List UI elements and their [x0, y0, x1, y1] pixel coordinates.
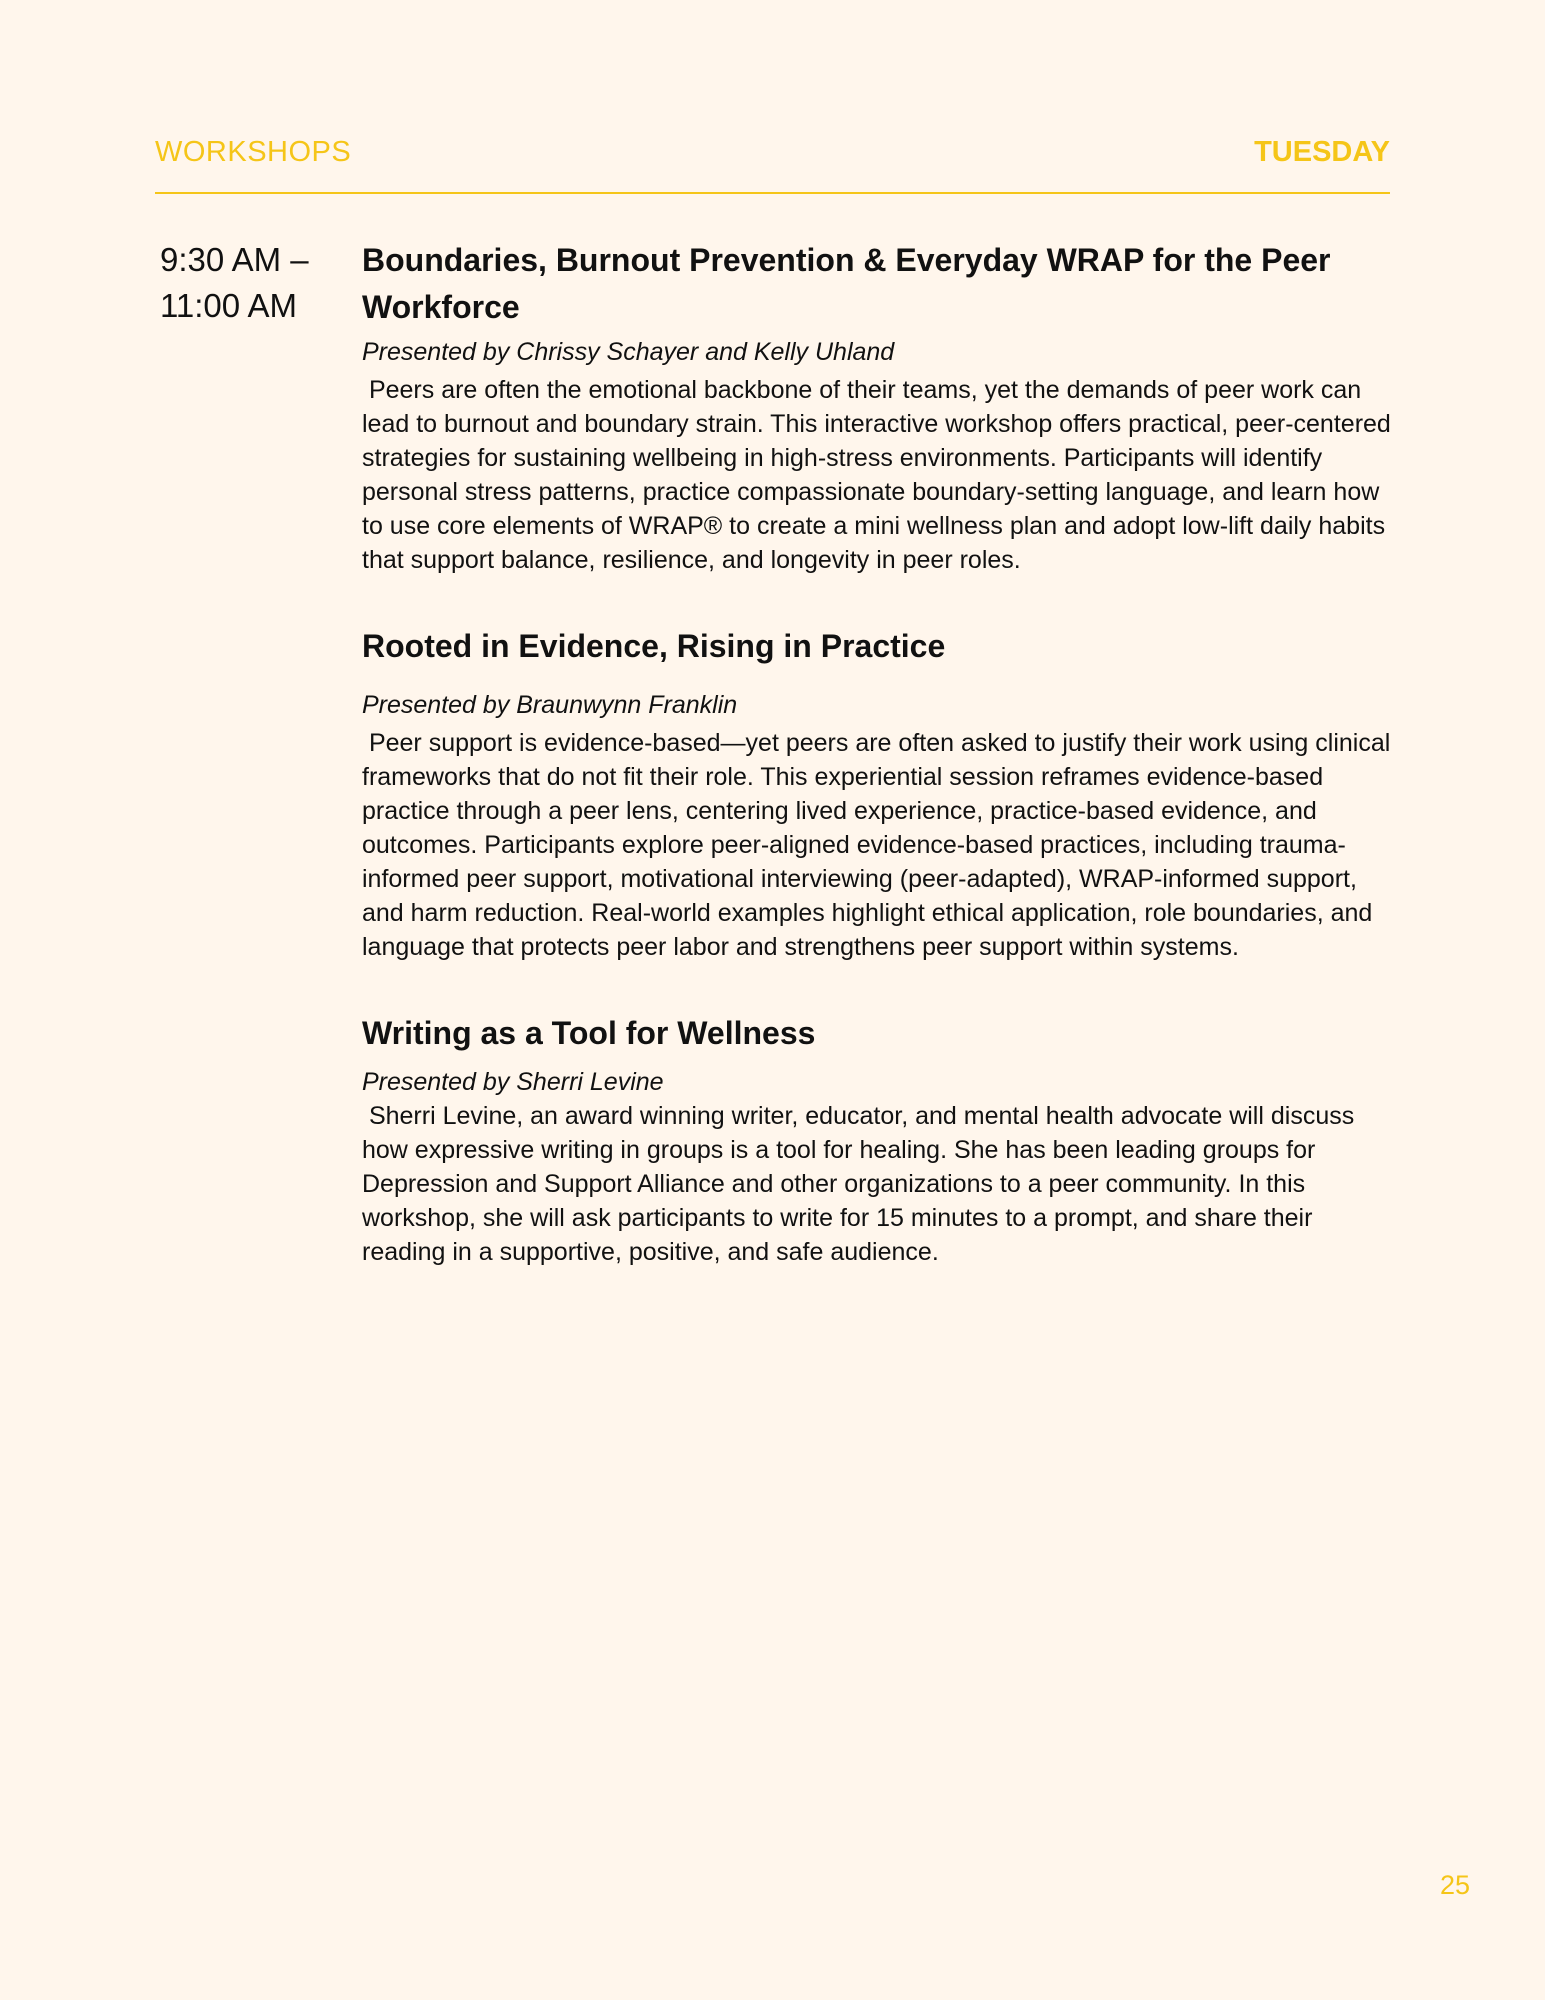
workshop-title: Rooted in Evidence, Rising in Practice [362, 628, 946, 664]
workshop-description: Sherri Levine, an award winning writer, educator, and mental health advocate will discuss how expressive writing in groups is a tool for healing. She has been leading groups for Depression and Support Alliance and other organizations to a peer community. In this workshop, she will ask participants to write for 15 minutes to a prompt, and share their reading in a supportive, positive, and safe audience. [362, 1102, 1362, 1266]
time-slot-end: 11:00 AM [160, 287, 297, 324]
workshop-item [362, 1010, 1392, 1269]
page-number: 25 [1439, 1870, 1470, 1900]
workshop-description: Peer support is evidence-based—yet peers are often asked to justify their work using clinical frameworks that do not fit their role. This experiential session reframes evidence-based practice through a peer lens, centering lived experience, practice-based evidence, and outcomes. Participants explore peer-aligned evidence-based practices, including trauma-informed peer support, motivational interviewing (peer-adapted), WRAP-informed support, and harm reduction. Real-world examples highlight ethical application, role boundaries, and language that protects peer labor and strengthens peer support within systems. [362, 729, 1398, 961]
workshop-presenter: Presented by Braunwynn Franklin [362, 691, 738, 719]
time-slot-start: 9:30 AM – [160, 241, 309, 278]
workshop-item [362, 237, 1398, 577]
page-header [155, 132, 1390, 194]
day-label: TUESDAY [1254, 136, 1390, 168]
workshop-title: Writing as a Tool for Wellness [362, 1015, 816, 1051]
workshop-presenter: Presented by Chrissy Schayer and Kelly Uhland [362, 338, 895, 366]
time-slot [160, 237, 350, 329]
workshop-presenter: Presented by Sherri Levine [362, 1068, 664, 1096]
workshop-item [362, 623, 1398, 964]
workshop-title: Boundaries, Burnout Prevention & Everyday WRAP for the Peer Workforce [362, 242, 1331, 325]
workshop-description: Peers are often the emotional backbone of their teams, yet the demands of peer work can lead to burnout and boundary strain. This interactive workshop offers practical, peer-centered strategies for sustaining wellbeing in high-stress environments. Participants will identify personal stress patterns, practice compassionate boundary-setting language, and learn how to use core elements of WRAP® to create a mini wellness plan and adopt low-lift daily habits that support balance, resilience, and longevity in peer roles. [362, 376, 1398, 574]
workshop-list [362, 237, 1398, 1269]
section-label: WORKSHOPS [155, 136, 352, 168]
